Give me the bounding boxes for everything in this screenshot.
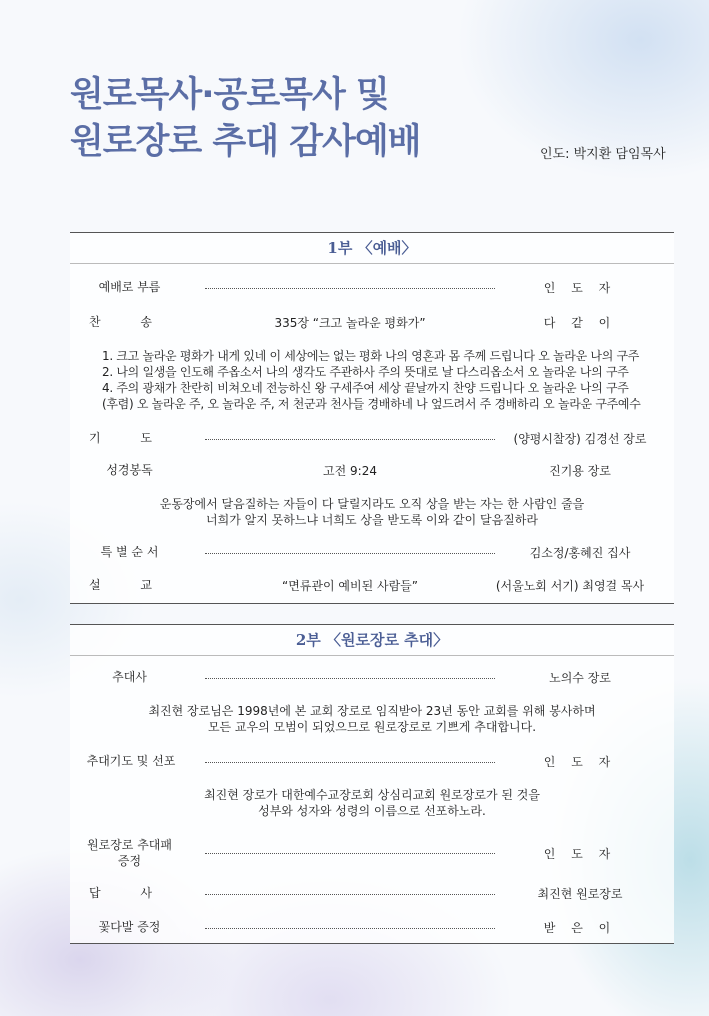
title-line-1: 원로목사·공로목사 및 — [70, 75, 389, 115]
part2-title: 2부 〈원로장로 추대〉 — [70, 625, 674, 656]
recommend-row — [70, 669, 674, 689]
lyric-line: 2. 나의 일생을 인도해 주옵소서 나의 생각도 주관하사 주의 뜻대로 날 다스리옵소서 오 놀라운 나의 구주 — [102, 365, 629, 379]
special-presenter: 김소정/홍혜진 집사 — [529, 546, 631, 560]
lyric-line: (후렴) 오 놀라운 주, 오 놀라운 주, 저 천군과 천사들 경배하네 나 엎드려서 주 경배하리 오 놀라운 구주예수 — [102, 397, 641, 411]
dotted-leader — [205, 894, 495, 895]
call-presenter: 인 도 자 — [543, 281, 617, 295]
hymn-presenter: 다 같 이 — [543, 316, 617, 330]
prayer-label: 기 도 — [89, 431, 170, 445]
proclaim-line: 성부와 성자와 성령의 이름으로 선포하노라. — [258, 804, 486, 818]
proclaim-text — [70, 787, 674, 819]
dotted-leader — [205, 288, 495, 289]
title-line-2: 원로장로 추대 감사예배 — [70, 122, 421, 162]
plaque-label — [82, 837, 177, 869]
plaque-label-line-2: 증정 — [117, 854, 142, 868]
plaque-row — [70, 837, 674, 871]
response-label: 답 사 — [89, 886, 170, 900]
lyric-line: 1. 크고 놀라운 평화가 내게 있네 이 세상에는 없는 평화 나의 영혼과 몸 주께 드립니다 오 놀라운 나의 구주 — [102, 349, 640, 363]
dotted-leader — [205, 439, 495, 440]
plaque-label-line-1: 원로장로 추대패 — [87, 838, 172, 852]
dotted-leader — [205, 928, 495, 929]
flowers-row — [70, 919, 674, 939]
response-row — [70, 885, 674, 905]
part1-section — [70, 232, 674, 604]
special-row — [70, 544, 674, 564]
hymn-lyrics — [102, 348, 672, 412]
hymn-row — [70, 314, 674, 334]
proclaim-presenter: 인 도 자 — [543, 755, 617, 769]
recommend-presenter: 노의수 장로 — [549, 671, 611, 685]
proclaim-label: 추대기도 및 선포 — [86, 754, 176, 768]
call-to-worship-row — [70, 279, 674, 299]
sermon-label: 설 교 — [89, 578, 170, 592]
recommend-label: 추대사 — [112, 670, 147, 684]
lyric-line: 4. 주의 광채가 찬란히 비쳐오네 전능하신 왕 구세주여 세상 끝날까지 찬양 드립니다 오 놀라운 나의 구주 — [102, 381, 629, 395]
recommend-text — [70, 703, 674, 735]
plaque-presenter: 인 도 자 — [543, 847, 617, 861]
verse-line: 운동장에서 달음질하는 자들이 다 달릴지라도 오직 상을 받는 자는 한 사람인 줄을 — [159, 497, 585, 511]
flowers-label: 꽃다발 증정 — [98, 920, 161, 934]
scripture-row — [70, 462, 674, 482]
flowers-recipient: 받 은 이 — [543, 921, 617, 935]
dotted-leader — [205, 678, 495, 679]
special-label: 특 별 순 서 — [100, 545, 159, 559]
recommend-line: 모든 교우의 모범이 되었으므로 원로장로로 기쁘게 추대합니다. — [207, 720, 537, 734]
dotted-leader — [205, 762, 495, 763]
sermon-preacher: (서울노회 서기) 최영걸 목사 — [495, 579, 645, 593]
dotted-leader — [205, 853, 495, 854]
prayer-row — [70, 430, 674, 450]
proclaim-row — [70, 753, 674, 773]
scripture-reader: 진기용 장로 — [549, 464, 611, 478]
response-presenter: 최진현 원로장로 — [537, 887, 623, 901]
recommend-line: 최진현 장로님은 1998년에 본 교회 장로로 임직받아 23년 동안 교회를 위해 봉사하며 — [148, 704, 596, 718]
hymn-title: 335장 “크고 놀라운 평화가” — [274, 316, 426, 330]
call-label: 예배로 부름 — [98, 280, 161, 294]
sermon-row — [70, 577, 674, 597]
service-leader: 인도: 박지환 담임목사 — [540, 147, 666, 162]
hymn-label: 찬 송 — [89, 315, 170, 329]
scripture-reference: 고전 9:24 — [323, 464, 377, 478]
part2-section — [70, 624, 674, 944]
verse-line: 너희가 알지 못하느냐 너희도 상을 받도록 이와 같이 달음질하라 — [206, 513, 538, 527]
scripture-label: 성경봉독 — [106, 463, 153, 477]
proclaim-line: 최진현 장로가 대한예수교장로회 상심리교회 원로장로가 된 것을 — [204, 788, 540, 802]
page-title — [70, 72, 420, 166]
dotted-leader — [205, 553, 495, 554]
scripture-text — [70, 496, 674, 528]
sermon-title: “면류관이 예비된 사람들” — [282, 579, 418, 593]
prayer-presenter: (양평시찰장) 김경선 장로 — [513, 432, 647, 446]
part1-title: 1부 〈예배〉 — [70, 233, 674, 264]
